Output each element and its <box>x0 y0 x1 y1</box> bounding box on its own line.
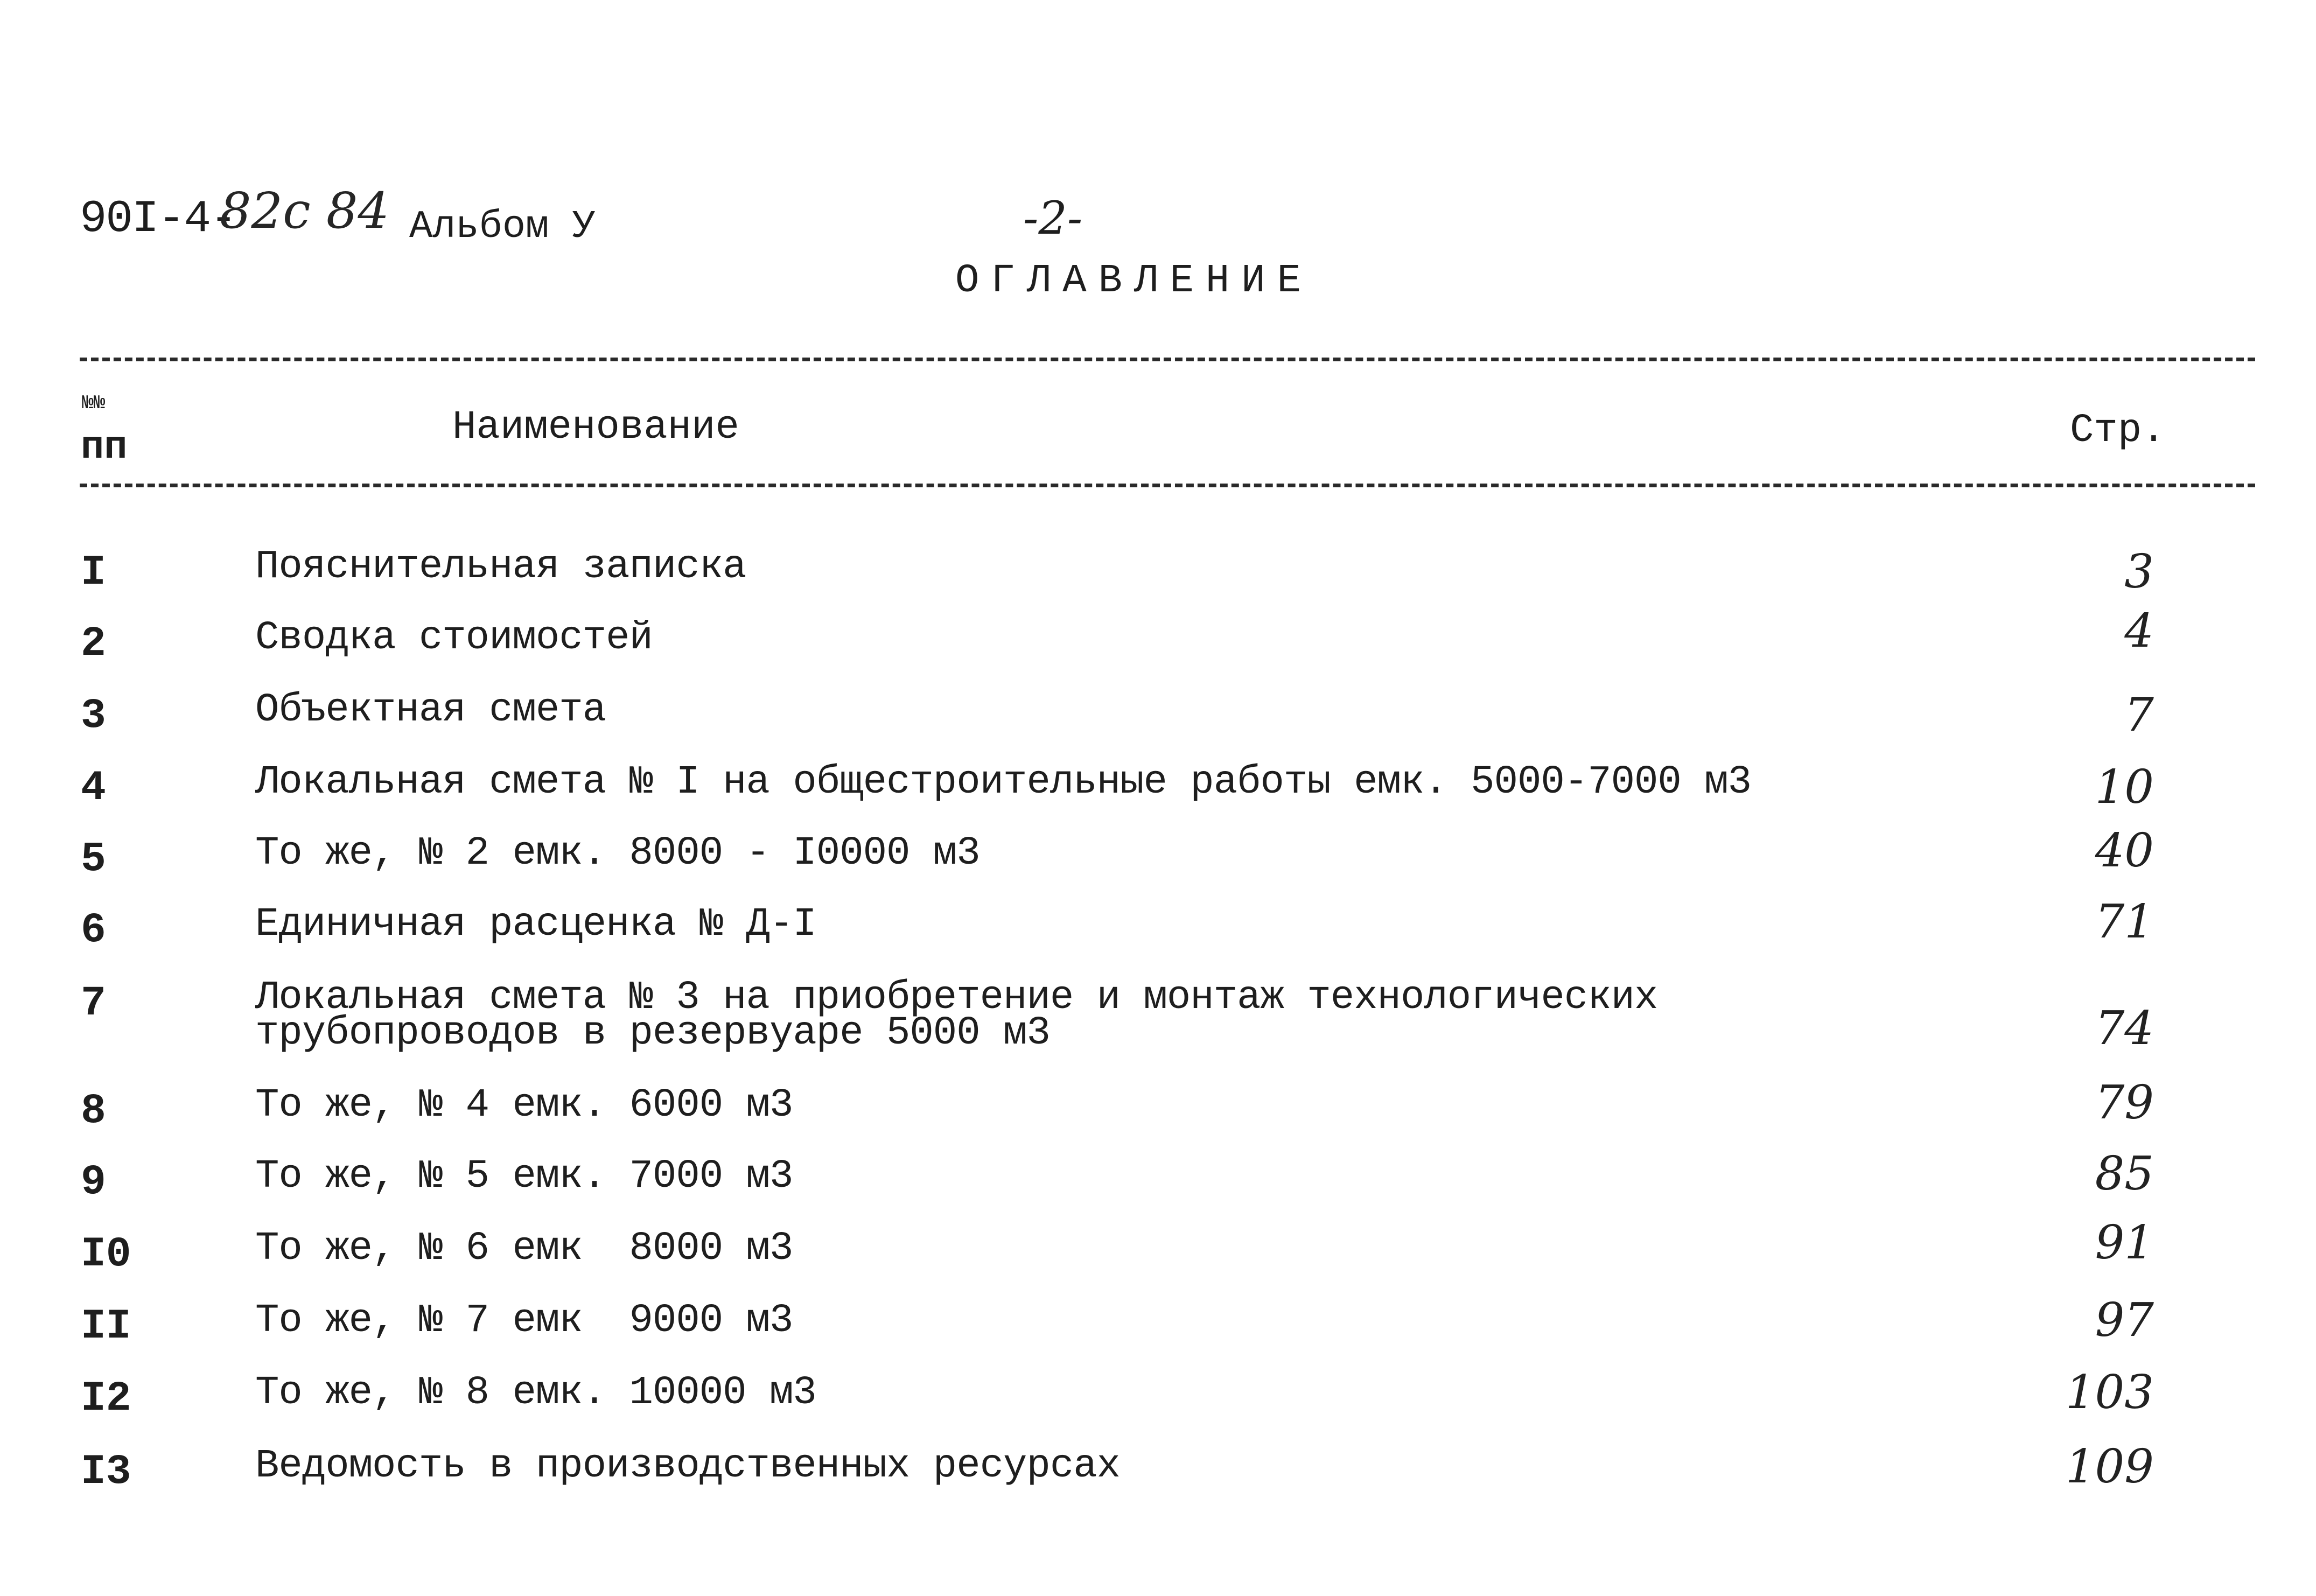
row-page: 85 <box>2095 1147 2154 1201</box>
document-code: 90I-4- <box>80 194 236 245</box>
row-page: 10 <box>2095 760 2154 814</box>
table-row <box>0 1293 2316 1368</box>
row-name: Локальная смета № I на общестроительные работы емк. 5000-7000 м3 <box>255 760 1752 805</box>
row-page: 71 <box>2095 895 2154 949</box>
table-row <box>0 895 2316 971</box>
row-name: То же, № 8 емк. 10000 м3 <box>255 1370 816 1416</box>
row-number: I <box>81 549 106 597</box>
album-label: Альбом У <box>409 205 596 249</box>
row-name: То же, № 5 емк. 7000 м3 <box>255 1154 793 1199</box>
row-page: 103 <box>2065 1366 2154 1419</box>
row-name: То же, № 2 емк. 8000 - I0000 м3 <box>255 831 980 876</box>
row-page: 3 <box>2124 545 2154 599</box>
row-name: Сводка стоимостей <box>255 615 653 661</box>
row-number: 4 <box>81 765 106 812</box>
column-header-number-top: №№ <box>82 392 106 414</box>
table-row <box>0 1076 2316 1152</box>
row-page: 40 <box>2095 824 2154 878</box>
row-name: То же, № 7 емк 9000 м3 <box>255 1298 793 1343</box>
column-header-number: пп <box>81 425 128 470</box>
table-row <box>0 824 2316 900</box>
table-row <box>0 604 2316 685</box>
table-row <box>0 1147 2316 1223</box>
row-name: То же, № 6 емк 8000 м3 <box>255 1226 793 1271</box>
row-page: 4 <box>2124 604 2154 658</box>
row-name: Пояснительная записка <box>255 544 746 590</box>
table-top-divider <box>80 358 2255 361</box>
row-name: Объектная смета <box>255 688 606 733</box>
row-page: 7 <box>2124 688 2154 742</box>
table-row <box>0 1366 2316 1440</box>
table-row <box>0 760 2316 829</box>
page-number: -2- <box>1023 192 1083 244</box>
table-row <box>0 975 2316 1072</box>
row-number: 2 <box>81 620 106 668</box>
row-number: 7 <box>81 980 106 1027</box>
table-row <box>0 688 2316 757</box>
page-title: ОГЛАВЛЕНИЕ <box>955 258 1313 304</box>
row-number: 5 <box>81 836 106 883</box>
row-name: Локальная смета № 3 на приобретение и монтаж технологических трубопроводов в резервуаре 5000 м3 <box>255 975 1658 1056</box>
row-page: 74 <box>2095 1002 2154 1055</box>
row-page: 109 <box>2065 1440 2154 1494</box>
row-page: 79 <box>2095 1076 2154 1130</box>
row-page: 97 <box>2095 1293 2154 1347</box>
row-number: 8 <box>81 1088 106 1135</box>
row-name: Единичная расценка № Д-I <box>255 902 816 947</box>
table-header-divider <box>80 484 2255 487</box>
row-number: I3 <box>81 1448 131 1496</box>
column-header-page: Стр. <box>2070 408 2166 453</box>
row-number: II <box>81 1303 131 1350</box>
row-number: 6 <box>81 907 106 954</box>
row-number: I0 <box>81 1231 131 1278</box>
table-row <box>0 1216 2316 1296</box>
row-number: 9 <box>81 1159 106 1206</box>
table-row <box>0 544 2316 614</box>
row-name: Ведомость в производственных ресурсах <box>255 1444 1121 1489</box>
row-number: I2 <box>81 1375 131 1423</box>
document-code-handwritten: 82с 84 <box>220 182 389 240</box>
row-number: 3 <box>81 692 106 740</box>
row-page: 91 <box>2095 1216 2154 1270</box>
column-header-name: Наименование <box>452 405 739 450</box>
row-name: То же, № 4 емк. 6000 м3 <box>255 1083 793 1128</box>
table-row <box>0 1440 2316 1513</box>
